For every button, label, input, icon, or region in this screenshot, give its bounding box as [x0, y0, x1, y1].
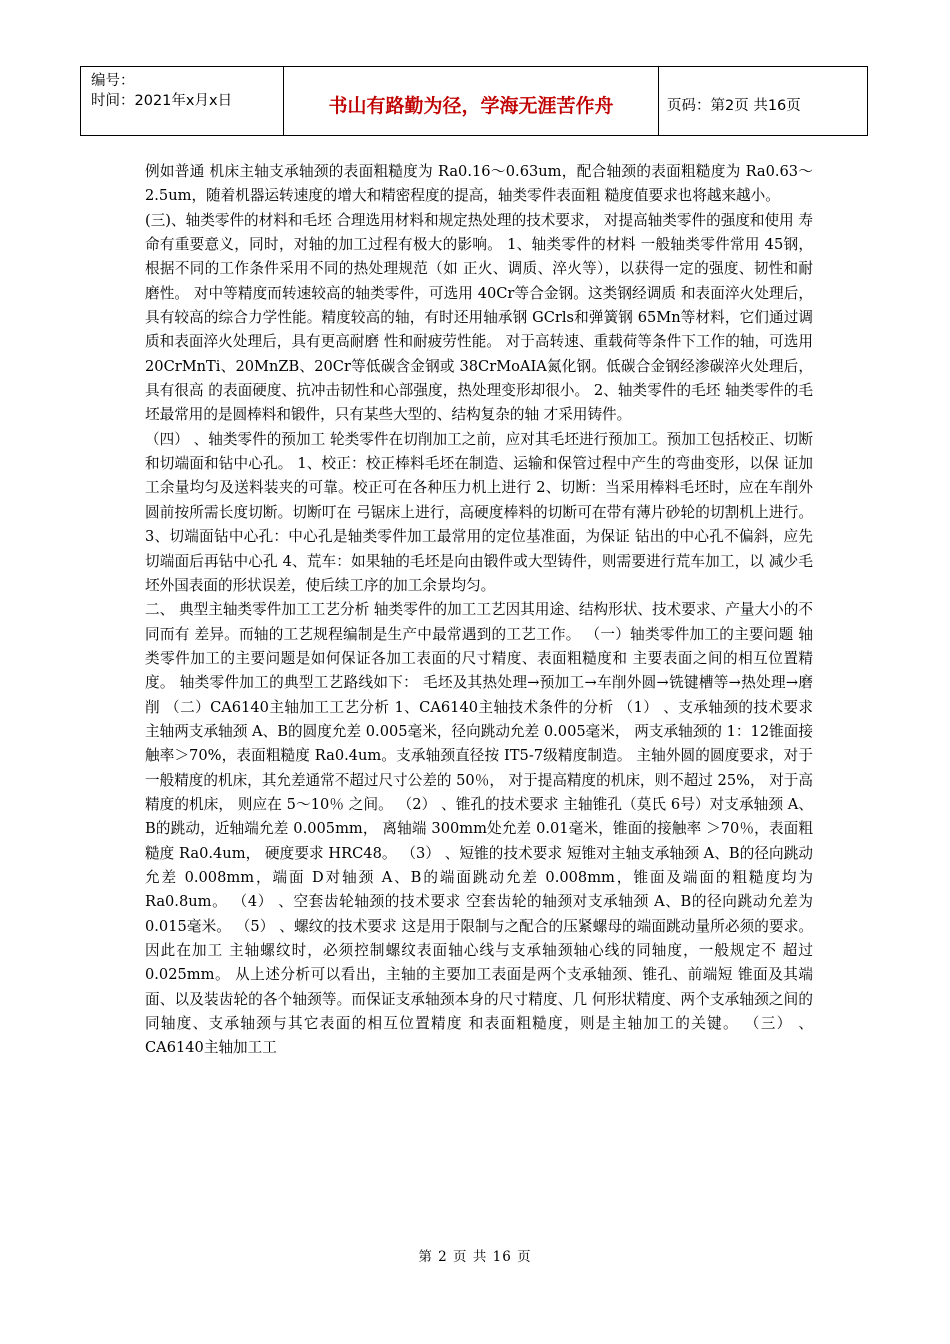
header-page-info: 页码：第2页 共16页 [667, 97, 801, 114]
body-paragraph: 二、 典型主轴类零件加工工艺分析 轴类零件的加工工艺因其用途、结构形状、技术要求、产量大小的不同而有 差异。而轴的工艺规程编制是生产中最常遇到的工艺工作。 （一）轴类零件加工的主要问题 轴类零件加工的主要问题是如何保证各加工表面的尺寸精度、表面粗糙度和 主要表面之间的相互位置精度。 轴类零件加工的典型工艺路线如下： 毛坯及其热处理→预加工→车削外圆→铣键槽等→热处理→磨削 （二）CA6140主轴加工工艺分析 1、CA6140主轴技术条件的分析 （1） 、支承轴颈的技术要求 主轴两支承轴颈 A、B的圆度允差 0.005毫米，径向跳动允差 0.005毫米， 两支承轴颈的 1：12锥面接触率＞70%，表面粗糙度 Ra0.4um。支承轴颈直径按 IT5-7级精度制造。 主轴外圆的圆度要求，对于一般精度的机床，其允差通常不超过尺寸公差的 50％， 对于提高精度的机床，则不超过 25%， 对于高精度的机床， 则应在 5～10％ 之间。 （2） 、锥孔的技术要求 主轴锥孔（莫氏 6号）对支承轴颈 A、B的跳动，近轴端允差 0.005mm， 离轴端 300mm处允差 0.01毫米，锥面的接触率 ＞70％，表面粗糙度 Ra0.4um， 硬度要求 HRC48。 （3） 、短锥的技术要求 短锥对主轴支承轴颈 A、B的径向跳动允差 0.008mm，端面 D对轴颈 A、B的端面跳动允差 0.008mm，锥面及端面的粗糙度均为 Ra0.8um。 （4） 、空套齿轮轴颈的技术要求 空套齿轮的轴颈对支承轴颈 A、B的径向跳动允差为 0.015毫米。 （5） 、螺纹的技术要求 这是用于限制与之配合的压紧螺母的端面跳动量所必须的要求。 因此在加工 主轴螺纹时，必须控制螺纹表面轴心线与支承轴颈轴心线的同轴度，一般规定不 超过 0.025mm。 从上述分析可以看出，主轴的主要加工表面是两个支承轴颈、锥孔、前端短 锥面及其端面、以及装齿轮的各个轴颈等。而保证支承轴颈本身的尺寸精度、几 何形状精度、两个支承轴颈之间的同轴度、支承轴颈与其它表面的相互位置精度 和表面粗糙度，则是主轴加工的关键。 （三） 、CA6140主轴加工工 [145, 601, 813, 1057]
document-body [145, 160, 813, 1061]
body-paragraph: (三)、轴类零件的材料和毛坯 合理选用材料和规定热处理的技术要求， 对提高轴类零件的强度和使用 寿命有重要意义，同时，对轴的加工过程有极大的影响。 1、轴类零件的材料 一般轴类零件常用 45钢，根据不同的工作条件采用不同的热处理规范（如 正火、调质、淬火等），以获得一定的强度、韧性和耐磨性。 对中等精度而转速较高的轴类零件，可选用 40Cr等合金钢。这类钢经调质 和表面淬火处理后，具有较高的综合力学性能。精度较高的轴，有时还用轴承钢 GCrls和弹簧钢 65Mn等材料，它们通过调质和表面淬火处理后，具有更高耐磨 性和耐疲劳性能。 对于高转速、重载荷等条件下工作的轴，可选用 20CrMnTi、20MnZB、20Cr等低碳含金钢或 38CrMoAIA氮化钢。低碳合金钢经渗碳淬火处理后，具有很高 的表面硬度、抗冲击韧性和心部强度，热处理变形却很小。 2、轴类零件的毛坯 轴类零件的毛坯最常用的是圆棒料和锻件，只有某些大型的、结构复杂的轴 才采用铸件。 [145, 211, 813, 424]
body-paragraph: 例如普通 机床主轴支承轴颈的表面粗糙度为 Ra0.16～0.63um，配合轴颈的表面粗糙度为 Ra0.63～2.5um，随着机器运转速度的增大和精密程度的提高，轴类零件表面粗 糙度值要求也将越来越小。 [145, 163, 813, 205]
header-meta [81, 67, 284, 135]
page-footer: 第 2 页 共 16 页 [418, 1249, 532, 1265]
page-header [80, 66, 868, 136]
header-motto: 书山有路勤为径，学海无涯苦作舟 [284, 67, 659, 135]
document-date: 时间：2021年x月x日 [91, 93, 233, 109]
body-paragraph: （四） 、轴类零件的预加工 轮类零件在切削加工之前，应对其毛坯进行预加工。预加工包括校正、切断 和切端面和钻中心孔。 1、校正：校正棒料毛坯在制造、运输和保管过程中产生的弯曲变形，以保 证加工余量均匀及送料装夹的可靠。校正可在各种压力机上进行 2、切断：当采用棒料毛坯时，应在车削外圆前按所需长度切断。切断叮在 弓锯床上进行，高硬度棒料的切断可在带有薄片砂轮的切割机上进行。 3、切端面钻中心孔：中心孔是轴类零件加工最常用的定位基准面，为保证 钻出的中心孔不偏斜，应先切端面后再钻中心孔 4、荒车：如果轴的毛坯是向由锻件或大型铸件，则需要进行荒车加工，以 减少毛坯外国表面的形状误差，使后续工序的加工余景均匀。 [145, 430, 813, 594]
document-number-label: 编号： [91, 73, 135, 89]
